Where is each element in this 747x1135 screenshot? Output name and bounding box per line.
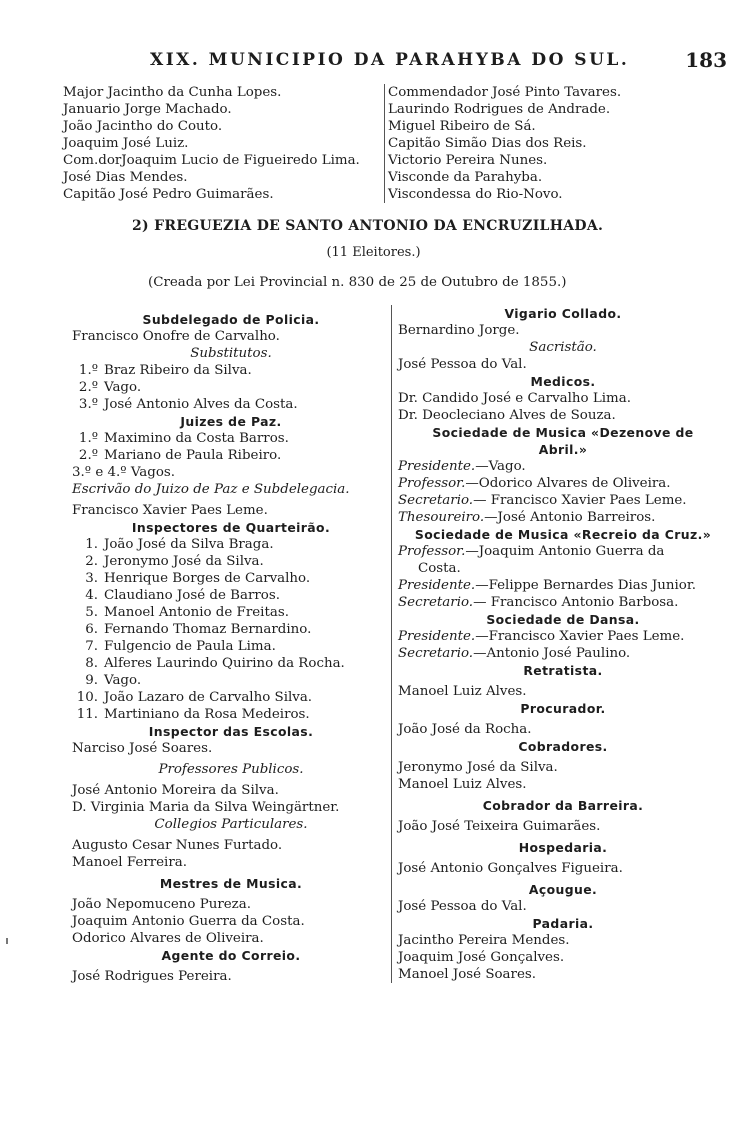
page-number: 183 [685, 48, 727, 72]
margin-mark [6, 938, 8, 944]
list-item: 8. Alferes Laurindo Quirino da Rocha. [85, 656, 345, 671]
list-item: 7. Fulgencio de Paula Lima. [85, 639, 276, 654]
heading-soc-recreio: Sociedade de Musica «Recreio da Cruz.» [414, 527, 712, 542]
list-item: 2.º Mariano de Paula Ribeiro. [78, 448, 282, 463]
page-header [0, 50, 747, 78]
list-item: 2. Jeronymo José da Silva. [85, 554, 264, 569]
list-item: 6. Fernando Thomaz Bernardino. [85, 622, 312, 637]
list-item: José Antonio Moreira da Silva. [72, 783, 279, 798]
heading-vigario: Vigario Collado. [504, 306, 622, 321]
list-item: Major Jacintho da Cunha Lopes. [63, 85, 282, 100]
list-item: Manoel José Soares. [398, 967, 536, 982]
list-item: 3. Henrique Borges de Carvalho. [85, 571, 311, 586]
heading-cobradores: Cobradores. [518, 739, 608, 754]
list-item: Dr. Deocleciano Alves de Souza. [398, 408, 616, 423]
heading-mestres: Mestres de Musica. [159, 876, 303, 891]
list-item: 1. João José da Silva Braga. [85, 537, 274, 552]
list-item: Odorico Alvares de Oliveira. [72, 931, 264, 946]
list-item: Jeronymo José da Silva. [398, 760, 558, 775]
list-item: 10. João Lazaro de Carvalho Silva. [76, 690, 313, 705]
left-column [72, 311, 390, 985]
list-item: Professor.—Odorico Alvares de Oliveira. [398, 476, 671, 491]
electors-count: (11 Eleitores.) [326, 245, 421, 260]
heading-collegios: Collegios Particulares. [154, 817, 308, 832]
list-item: 3.º José Antonio Alves da Costa. [78, 397, 298, 412]
escrivao-name: Francisco Xavier Paes Leme. [72, 503, 268, 518]
list-item: D. Virginia Maria da Silva Weingärtner. [72, 800, 340, 815]
list-item: Miguel Ribeiro de Sá. [388, 119, 536, 134]
hospedaria-name: José Antonio Gonçalves Figueira. [398, 861, 623, 876]
list-item: Laurindo Rodrigues de Andrade. [388, 102, 611, 117]
heading-procurador: Procurador. [520, 701, 606, 716]
list-item: Jacintho Pereira Mendes. [398, 933, 570, 948]
cobrador-barreira-name: João José Teixeira Guimarães. [398, 819, 601, 834]
list-item: Secretario.— Francisco Antonio Barbosa. [398, 595, 679, 610]
list-item: 3.º e 4.º Vagos. [72, 465, 176, 480]
running-head: XIX. MUNICIPIO DA PARAHYBA DO SUL. [150, 50, 630, 70]
creation-note: (Creada por Lei Provincial n. 830 de 25 de Outubro de 1855.) [148, 275, 567, 290]
heading-substitutos: Substitutos. [190, 346, 272, 361]
procurador-name: João José da Rocha. [398, 722, 532, 737]
list-item: Capitão José Pedro Guimarães. [63, 187, 274, 202]
list-item: Joaquim Antonio Guerra da Costa. [72, 914, 305, 929]
list-item: 1.º Maximino da Costa Barros. [78, 431, 289, 446]
heading-retratista: Retratista. [523, 663, 603, 678]
acougue-name: José Pessoa do Val. [398, 899, 527, 914]
list-item: Dr. Candido José e Carvalho Lima. [398, 391, 631, 406]
list-item: Presidente.—Vago. [398, 459, 526, 474]
heading-soc-dezenove: Sociedade de Musica «Dezenove de Abril.» [432, 425, 694, 457]
list-item: Victorio Pereira Nunes. [388, 153, 548, 168]
heading-inspectores: Inspectores de Quarteirão. [131, 520, 331, 535]
sacristao-name: José Pessoa do Val. [398, 357, 527, 372]
list-item: Augusto Cesar Nunes Furtado. [72, 838, 283, 853]
retratista-name: Manoel Luiz Alves. [398, 684, 527, 699]
list-item: João Jacintho do Couto. [63, 119, 223, 134]
heading-hospedaria: Hospedaria. [518, 840, 608, 855]
list-item: Secretario.—Antonio José Paulino. [398, 646, 631, 661]
list-item: 11. Martiniano da Rosa Medeiros. [76, 707, 310, 722]
heading-juizes: Juizes de Paz. [180, 414, 282, 429]
list-item: 5. Manoel Antonio de Freitas. [85, 605, 289, 620]
top-list-right [384, 84, 648, 203]
list-item: Thesoureiro.—José Antonio Barreiros. [398, 510, 656, 525]
list-item: Manoel Luiz Alves. [398, 777, 527, 792]
list-item: Professor.—Joaquim Antonio Guerra da [398, 544, 665, 559]
heading-cobrador-barreira: Cobrador da Barreira. [482, 798, 644, 813]
list-item: José Dias Mendes. [63, 170, 188, 185]
list-item: Januario Jorge Machado. [63, 102, 232, 117]
heading-escrivao: Escrivão do Juizo de Paz e Subdelegacia. [72, 482, 350, 497]
heading-soc-dansa: Sociedade de Dansa. [486, 612, 640, 627]
list-item: Commendador José Pinto Tavares. [388, 85, 622, 100]
heading-acougue: Açougue. [528, 882, 598, 897]
list-item: Joaquim José Luiz. [63, 136, 189, 151]
heading-agente: Agente do Correio. [161, 948, 301, 963]
section-title: 2) FREGUEZIA DE SANTO ANTONIO DA ENCRUZILHADA. [132, 218, 604, 234]
heading-medicos: Medicos. [530, 374, 596, 389]
list-item: 2.º Vago. [78, 380, 142, 395]
list-item-continuation: Costa. [418, 561, 461, 576]
list-item: Visconde da Parahyba. [388, 170, 543, 185]
vigario-name: Bernardino Jorge. [398, 323, 520, 338]
list-item: Viscondessa do Rio-Novo. [388, 187, 563, 202]
heading-subdelegado: Subdelegado de Policia. [142, 312, 320, 327]
list-item: Manoel Ferreira. [72, 855, 187, 870]
list-item: Presidente.—Francisco Xavier Paes Leme. [398, 629, 685, 644]
list-item: Joaquim José Gonçalves. [398, 950, 565, 965]
heading-sacristao: Sacristão. [529, 340, 597, 355]
list-item: 9. Vago. [85, 673, 142, 688]
list-item: João Nepomuceno Pureza. [72, 897, 251, 912]
right-column [391, 305, 728, 983]
subdelegado-name: Francisco Onofre de Carvalho. [72, 329, 280, 344]
list-item: Secretario.— Francisco Xavier Paes Leme. [398, 493, 687, 508]
agente-name: José Rodrigues Pereira. [72, 969, 232, 984]
list-item: Com.dorJoaquim Lucio de Figueiredo Lima. [63, 153, 360, 168]
list-item: 1.º Braz Ribeiro da Silva. [78, 363, 252, 378]
heading-professores: Professores Publicos. [158, 762, 304, 777]
list-item: Capitão Simão Dias dos Reis. [388, 136, 587, 151]
list-item: Presidente.—Felippe Bernardes Dias Junior. [398, 578, 697, 593]
top-list-left [63, 84, 378, 203]
heading-inspector-escolas: Inspector das Escolas. [148, 724, 314, 739]
inspector-escolas-name: Narciso José Soares. [72, 741, 213, 756]
heading-padaria: Padaria. [532, 916, 594, 931]
list-item: 4. Claudiano José de Barros. [85, 588, 280, 603]
